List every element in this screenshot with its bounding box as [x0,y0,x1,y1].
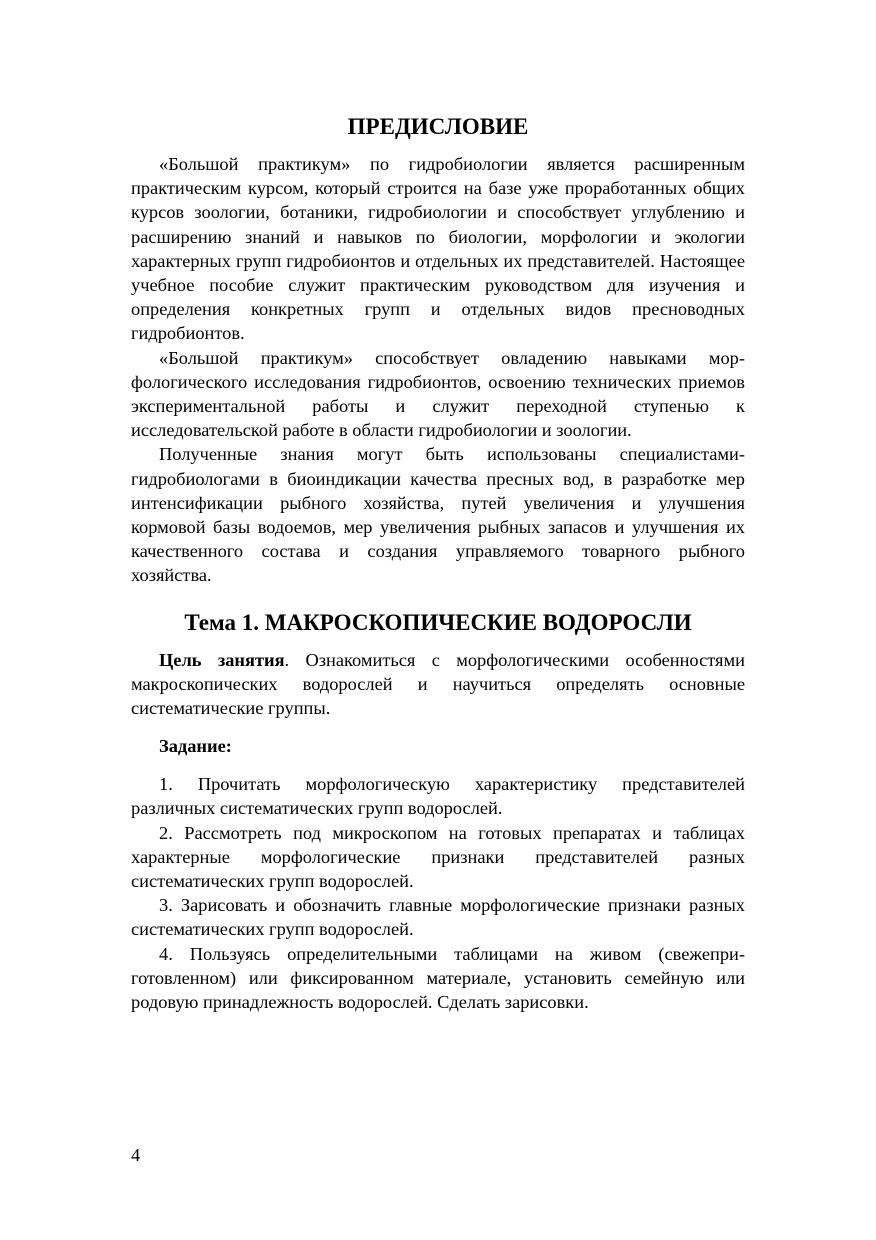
page-number: 4 [131,1145,141,1165]
preface-paragraph: «Большой практикум» способствует овладению навыками морфологического исследования гидробионтов, освоению технических приемов экспериментальной работы и служит переходной ступенью к исследовательской работе в области гидробиологии и зоологии. [131,347,745,441]
task-item: 4. Пользуясь определительными таблицами на живом (свежеприготовленном) или фиксированном материале, установить семейную или родовую принадлежность водорослей. Сделать зарисовки. [131,943,745,1013]
task-heading: Задание: [159,736,232,757]
task-item: 2. Рассмотреть под микроскопом на готовых препаратах и таблицах характерные морфологические признаки представителей разных систематических групп водорослей. [131,822,745,892]
goal-paragraph [131,648,745,721]
goal-text: . Ознакомиться с морфологическими особенностями макроскопических водорослей и научиться определять основные систематические группы. [131,649,745,719]
preface-paragraph: Полученные знания могут быть использованы специалистами-гидробиологами в биоиндикации качества пресных вод, в разработке мер интенсификации рыбного хозяйства, путей увеличения и улучшения кормовой базы водоемов, мер увеличения рыбных запасов и улучшения их качественного состава и создания управляемого товарного рыбного хозяйства. [131,444,745,586]
task-item: 3. Зарисовать и обозначить главные морфологические признаки разных систематических групп водорослей. [131,895,745,940]
preface-paragraph: «Большой практикум» по гидробиологии является расширенным практическим курсом, который строится на базе уже проработанных общих курсов зоологии, ботаники, гидробиологии и способствует углублению и расширению знаний и навыков по биологии, морфологии и экологии характерных групп гидробионтов и отдельных их представителей. Настоящее учебное пособие служит практическим руководством для изучения и определения конкретных групп и отдельных видов пресноводных гидробионтов. [131,154,745,344]
page-body [131,112,745,1014]
preface-title: ПРЕДИСЛОВИЕ [347,114,529,139]
topic-title: Тема 1. МАКРОСКОПИЧЕСКИЕ ВОДОРОСЛИ [184,609,692,635]
task-item: 1. Прочитать морфологическую характеристику представителей различных систематических групп водорослей. [131,774,745,819]
goal-label: Цель занятия [159,649,285,670]
